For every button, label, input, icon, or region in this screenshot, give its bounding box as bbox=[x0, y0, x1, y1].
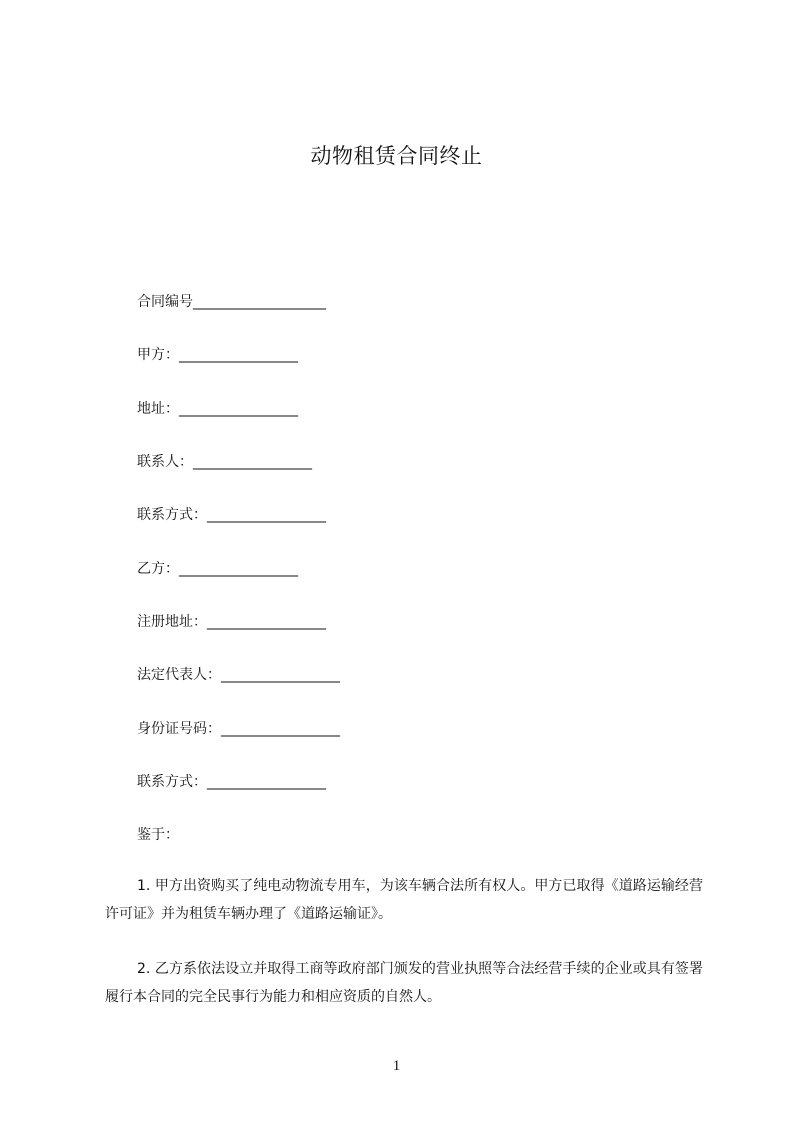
field-registered-address bbox=[137, 612, 326, 632]
field-label: 地址： bbox=[137, 401, 179, 417]
recital-paragraph-1: 1. 甲方出资购买了纯电动物流专用车，为该车辆合法所有权人。甲方已取得《道路运输经营许可证》并为租赁车辆办理了《道路运输证》。 bbox=[105, 878, 703, 922]
field-label: 合同编号 bbox=[137, 294, 193, 310]
field-label: 法定代表人： bbox=[137, 667, 221, 683]
field-party-a bbox=[137, 345, 298, 365]
fill-in-blank: _________________ bbox=[221, 667, 340, 683]
field-label: 联系方式： bbox=[137, 774, 207, 790]
field-legal-representative bbox=[137, 665, 340, 685]
field-address bbox=[137, 399, 298, 419]
field-label: 鉴于： bbox=[137, 827, 179, 843]
fill-in-blank: _________________ bbox=[207, 774, 326, 790]
fill-in-blank: ___________________ bbox=[193, 294, 326, 310]
fill-in-blank: _________________ bbox=[179, 401, 298, 417]
fill-in-blank: _________________ bbox=[179, 561, 298, 577]
field-party-b bbox=[137, 559, 298, 579]
field-label: 注册地址： bbox=[137, 614, 207, 630]
field-contact-method-b bbox=[137, 772, 326, 792]
field-label: 身份证号码： bbox=[137, 721, 221, 737]
field-contract-number bbox=[137, 292, 326, 312]
field-label: 乙方： bbox=[137, 561, 179, 577]
fill-in-blank: _________________ bbox=[207, 614, 326, 630]
field-contact-method-a bbox=[137, 505, 326, 525]
field-label: 甲方： bbox=[137, 347, 179, 363]
recital-paragraph-2: 2. 乙方系依法设立并取得工商等政府部门颁发的营业执照等合法经营手续的企业或具有签署履行本合同的完全民事行为能力和相应资质的自然人。 bbox=[105, 961, 703, 1005]
field-label: 联系人： bbox=[137, 454, 193, 470]
field-label: 联系方式： bbox=[137, 507, 207, 523]
whereas-heading bbox=[137, 825, 179, 845]
page-number: 1 bbox=[392, 1058, 401, 1074]
fill-in-blank: _________________ bbox=[179, 347, 298, 363]
fill-in-blank: _________________ bbox=[193, 454, 312, 470]
document-title: 动物租赁合同终止 bbox=[310, 144, 483, 168]
fill-in-blank: _________________ bbox=[221, 721, 340, 737]
field-id-number bbox=[137, 719, 340, 739]
fill-in-blank: _________________ bbox=[207, 507, 326, 523]
field-contact-person bbox=[137, 452, 312, 472]
